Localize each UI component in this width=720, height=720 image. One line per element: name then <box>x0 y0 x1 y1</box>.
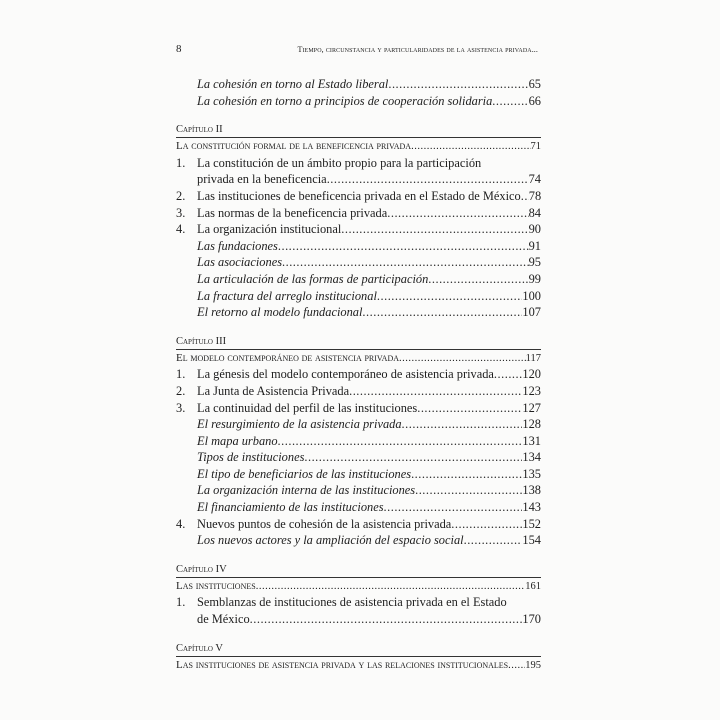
chapter-title <box>176 656 541 674</box>
toc-entry <box>176 188 541 205</box>
entry-number: 3. <box>176 400 186 415</box>
entry-page: 95 <box>528 255 541 270</box>
entry-page: 123 <box>522 383 541 398</box>
entry-page: 99 <box>528 271 541 286</box>
toc-subentry <box>176 304 541 321</box>
dot-leader <box>428 271 528 288</box>
entry-page: 135 <box>522 466 541 481</box>
toc-entry <box>176 221 541 238</box>
toc-subentry <box>176 532 541 549</box>
chapter-label: Capítulo II <box>176 124 223 136</box>
page-number: 8 <box>176 43 182 55</box>
entry-title: Las instituciones de beneficencia privada en el Estado de México <box>197 188 521 203</box>
entry-page: 138 <box>522 483 541 498</box>
toc-entry <box>176 594 541 611</box>
entry-title: La organización interna de las instituciones <box>197 483 416 498</box>
entry-number: 1. <box>176 155 186 170</box>
entry-page: 127 <box>522 400 541 415</box>
dot-leader <box>508 658 525 675</box>
toc-subentry <box>176 76 541 93</box>
dot-leader <box>464 532 523 549</box>
entry-title: El tipo de beneficiarios de las instituciones <box>197 466 412 481</box>
chapter-page: 71 <box>530 141 541 153</box>
running-title: Tiempo, circunstancia y particularidades de la asistencia privada... <box>297 45 538 54</box>
entry-title: Semblanzas de instituciones de asistencia privada en el Estado <box>197 595 507 610</box>
toc-subentry <box>176 93 541 110</box>
toc-entry <box>176 516 541 533</box>
toc-subentry <box>176 288 541 305</box>
toc-subentry <box>176 482 541 499</box>
entry-title: La organización institucional <box>197 222 342 237</box>
toc-entry-continuation <box>176 171 541 188</box>
dot-leader <box>304 449 522 466</box>
chapter-title-text: Las instituciones <box>176 579 256 592</box>
toc-entry <box>176 400 541 417</box>
toc-entry <box>176 383 541 400</box>
dot-leader <box>388 76 528 93</box>
chapter-title-text: Las instituciones de asistencia privada y las relaciones institucionales <box>176 658 509 671</box>
entry-number: 4. <box>176 516 186 531</box>
entry-number: 1. <box>176 595 186 610</box>
entry-title: El mapa urbano <box>197 433 278 448</box>
dot-leader <box>415 482 522 499</box>
entry-title: El financiamiento de las instituciones <box>197 500 384 515</box>
dot-leader <box>399 351 526 368</box>
chapter-title-text: El modelo contemporáneo de asistencia privada <box>176 351 399 364</box>
entry-title: El resurgimiento de la asistencia privada <box>197 417 402 432</box>
chapter-page: 161 <box>525 580 541 592</box>
entry-title: La continuidad del perfil de las instituciones <box>197 400 418 415</box>
entry-number: 1. <box>176 367 186 382</box>
dot-leader <box>278 433 523 450</box>
entry-page: 131 <box>522 433 541 448</box>
entry-page: 143 <box>522 500 541 515</box>
entry-page: 90 <box>528 222 541 237</box>
entry-title: Los nuevos actores y la ampliación del espacio social <box>197 533 464 548</box>
dot-leader <box>411 139 530 156</box>
dot-leader <box>451 516 522 533</box>
entry-title: La cohesión en torno a principios de cooperación solidaria <box>197 93 493 108</box>
dot-leader <box>494 366 522 383</box>
chapter-label: Capítulo III <box>176 335 227 347</box>
entry-page: 66 <box>528 93 541 108</box>
toc-entry <box>176 155 541 172</box>
toc-subentry <box>176 466 541 483</box>
dot-leader <box>278 238 529 255</box>
dot-leader <box>250 611 523 628</box>
dot-leader <box>349 383 522 400</box>
entry-title: La fractura del arreglo institucional <box>197 288 377 303</box>
table-of-contents <box>176 76 541 673</box>
entry-title: La articulación de las formas de participación <box>197 271 429 286</box>
dot-leader <box>341 221 528 238</box>
entry-title: La génesis del modelo contemporáneo de asistencia privada <box>197 367 494 382</box>
entry-page: 152 <box>522 516 541 531</box>
dot-leader <box>417 400 522 417</box>
chapter-title-text: La constitución formal de la beneficencia privada <box>176 140 412 153</box>
dot-leader <box>387 205 528 222</box>
dot-leader <box>492 93 528 110</box>
toc-subentry <box>176 449 541 466</box>
dot-leader <box>521 188 529 205</box>
dot-leader <box>377 288 523 305</box>
dot-leader <box>327 171 529 188</box>
dot-leader <box>384 499 523 516</box>
toc-subentry <box>176 499 541 516</box>
toc-subentry <box>176 271 541 288</box>
chapter-label: Capítulo IV <box>176 563 227 575</box>
entry-number: 2. <box>176 188 186 203</box>
entry-title: La constitución de un ámbito propio para la participación <box>197 155 482 170</box>
toc-entry <box>176 205 541 222</box>
toc-subentry <box>176 238 541 255</box>
toc-entry-continuation <box>176 611 541 628</box>
entry-title: Las fundaciones <box>197 238 278 253</box>
entry-page: 107 <box>522 305 541 320</box>
entry-title: Las asociaciones <box>197 255 283 270</box>
dot-leader <box>256 579 526 596</box>
entry-page: 91 <box>528 238 541 253</box>
entry-number: 2. <box>176 383 186 398</box>
toc-subentry <box>176 254 541 271</box>
entry-page: 128 <box>522 417 541 432</box>
entry-title-cont: privada en la beneficencia <box>197 172 327 187</box>
entry-title: La Junta de Asistencia Privada <box>197 383 350 398</box>
dot-leader <box>362 304 522 321</box>
entry-page: 170 <box>522 612 541 627</box>
entry-page: 74 <box>528 172 541 187</box>
chapter-label: Capítulo V <box>176 642 223 654</box>
entry-page: 84 <box>528 205 541 220</box>
toc-subentry <box>176 416 541 433</box>
entry-page: 100 <box>522 288 541 303</box>
entry-title: La cohesión en torno al Estado liberal <box>197 77 389 91</box>
chapter-page: 195 <box>525 659 541 671</box>
entry-page: 65 <box>528 77 541 91</box>
entry-title: Tipos de instituciones <box>197 450 305 465</box>
toc-entry <box>176 366 541 383</box>
entry-page: 134 <box>522 450 541 465</box>
chapter-title <box>176 137 541 155</box>
entry-page: 78 <box>528 188 542 203</box>
dot-leader <box>402 416 523 433</box>
entry-title: Las normas de la beneficencia privada <box>197 205 388 220</box>
entry-number: 4. <box>176 222 186 237</box>
dot-leader <box>282 254 529 271</box>
chapter-title <box>176 577 541 595</box>
chapter-page: 117 <box>525 352 541 364</box>
entry-page: 120 <box>522 367 541 382</box>
entry-number: 3. <box>176 205 186 220</box>
toc-subentry <box>176 433 541 450</box>
entry-title: El retorno al modelo fundacional <box>197 305 363 320</box>
entry-title-cont: de México <box>197 612 250 627</box>
entry-title: Nuevos puntos de cohesión de la asistencia privada <box>197 516 452 531</box>
chapter-title <box>176 349 541 367</box>
entry-page: 154 <box>522 533 541 548</box>
dot-leader <box>411 466 522 483</box>
